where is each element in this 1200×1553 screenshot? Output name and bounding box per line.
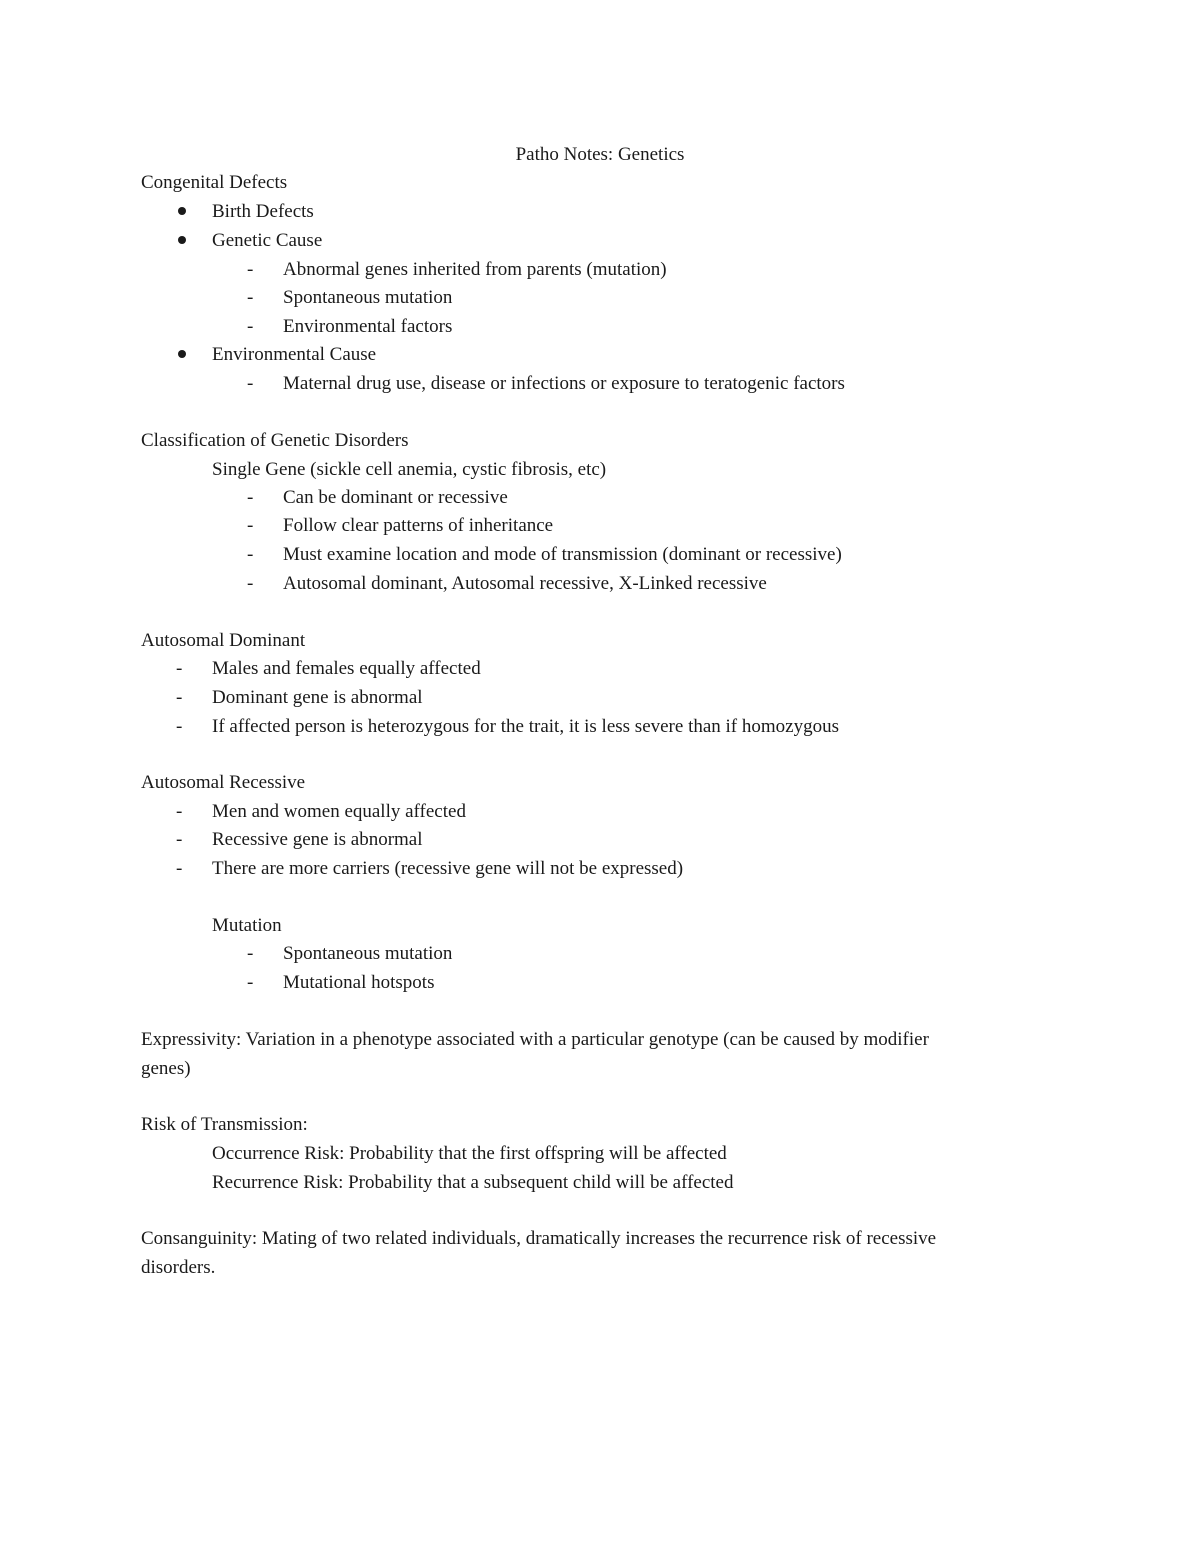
page-title: Patho Notes: Genetics — [515, 144, 685, 165]
list-item: Dominant gene is abnormal — [212, 687, 423, 708]
dash-marker: - — [247, 287, 254, 308]
heading-congenital-defects: Congenital Defects — [141, 172, 288, 193]
dash-marker: - — [176, 829, 183, 850]
dash-marker: - — [247, 972, 254, 993]
dash-marker: - — [176, 801, 183, 822]
bullet-icon — [178, 350, 186, 358]
consanguinity-text: Consanguinity: Mating of two related individuals, dramatically increases the recurrence risk of recessive — [141, 1228, 937, 1249]
list-item: Recessive gene is abnormal — [212, 829, 423, 850]
list-item: If affected person is heterozygous for the trait, it is less severe than if homozygous — [212, 716, 839, 737]
dash-marker: - — [247, 515, 254, 536]
dash-marker: - — [176, 687, 183, 708]
list-item: Birth Defects — [212, 201, 314, 222]
list-item: Autosomal dominant, Autosomal recessive, X-Linked recessive — [283, 573, 767, 594]
heading-autosomal-recessive: Autosomal Recessive — [141, 772, 306, 793]
list-item: Can be dominant or recessive — [283, 487, 508, 508]
dash-marker: - — [247, 316, 254, 337]
consanguinity-text-continued: disorders. — [141, 1257, 216, 1278]
heading-risk-of-transmission: Risk of Transmission: — [141, 1114, 308, 1135]
subheading-single-gene: Single Gene (sickle cell anemia, cystic fibrosis, etc) — [212, 459, 607, 480]
dash-marker: - — [247, 943, 254, 964]
bullet-icon — [178, 207, 186, 215]
heading-autosomal-dominant: Autosomal Dominant — [141, 630, 306, 651]
dash-marker: - — [176, 716, 183, 737]
list-item: Must examine location and mode of transmission (dominant or recessive) — [283, 544, 842, 565]
bullet-icon — [178, 236, 186, 244]
heading-mutation: Mutation — [212, 915, 282, 936]
list-item: Mutational hotspots — [283, 972, 435, 993]
dash-marker: - — [247, 373, 254, 394]
list-item: Males and females equally affected — [212, 658, 481, 679]
dash-marker: - — [247, 544, 254, 565]
dash-marker: - — [247, 259, 254, 280]
list-item: There are more carriers (recessive gene will not be expressed) — [212, 858, 684, 879]
dash-marker: - — [247, 573, 254, 594]
occurrence-risk-text: Occurrence Risk: Probability that the first offspring will be affected — [212, 1143, 727, 1164]
list-item: Abnormal genes inherited from parents (mutation) — [283, 259, 667, 280]
list-item: Men and women equally affected — [212, 801, 466, 822]
recurrence-risk-text: Recurrence Risk: Probability that a subsequent child will be affected — [212, 1172, 734, 1193]
list-item: Follow clear patterns of inheritance — [283, 515, 554, 536]
list-item: Environmental factors — [283, 316, 453, 337]
dash-marker: - — [247, 487, 254, 508]
list-item: Environmental Cause — [212, 344, 377, 365]
expressivity-text-continued: genes) — [141, 1058, 191, 1079]
heading-classification: Classification of Genetic Disorders — [141, 430, 409, 451]
list-item: Genetic Cause — [212, 230, 323, 251]
dash-marker: - — [176, 858, 183, 879]
list-item: Spontaneous mutation — [283, 943, 453, 964]
list-item: Maternal drug use, disease or infections or exposure to teratogenic factors — [283, 373, 845, 394]
dash-marker: - — [176, 658, 183, 679]
list-item: Spontaneous mutation — [283, 287, 453, 308]
expressivity-text: Expressivity: Variation in a phenotype associated with a particular genotype (can be caused by modifier — [141, 1029, 929, 1050]
